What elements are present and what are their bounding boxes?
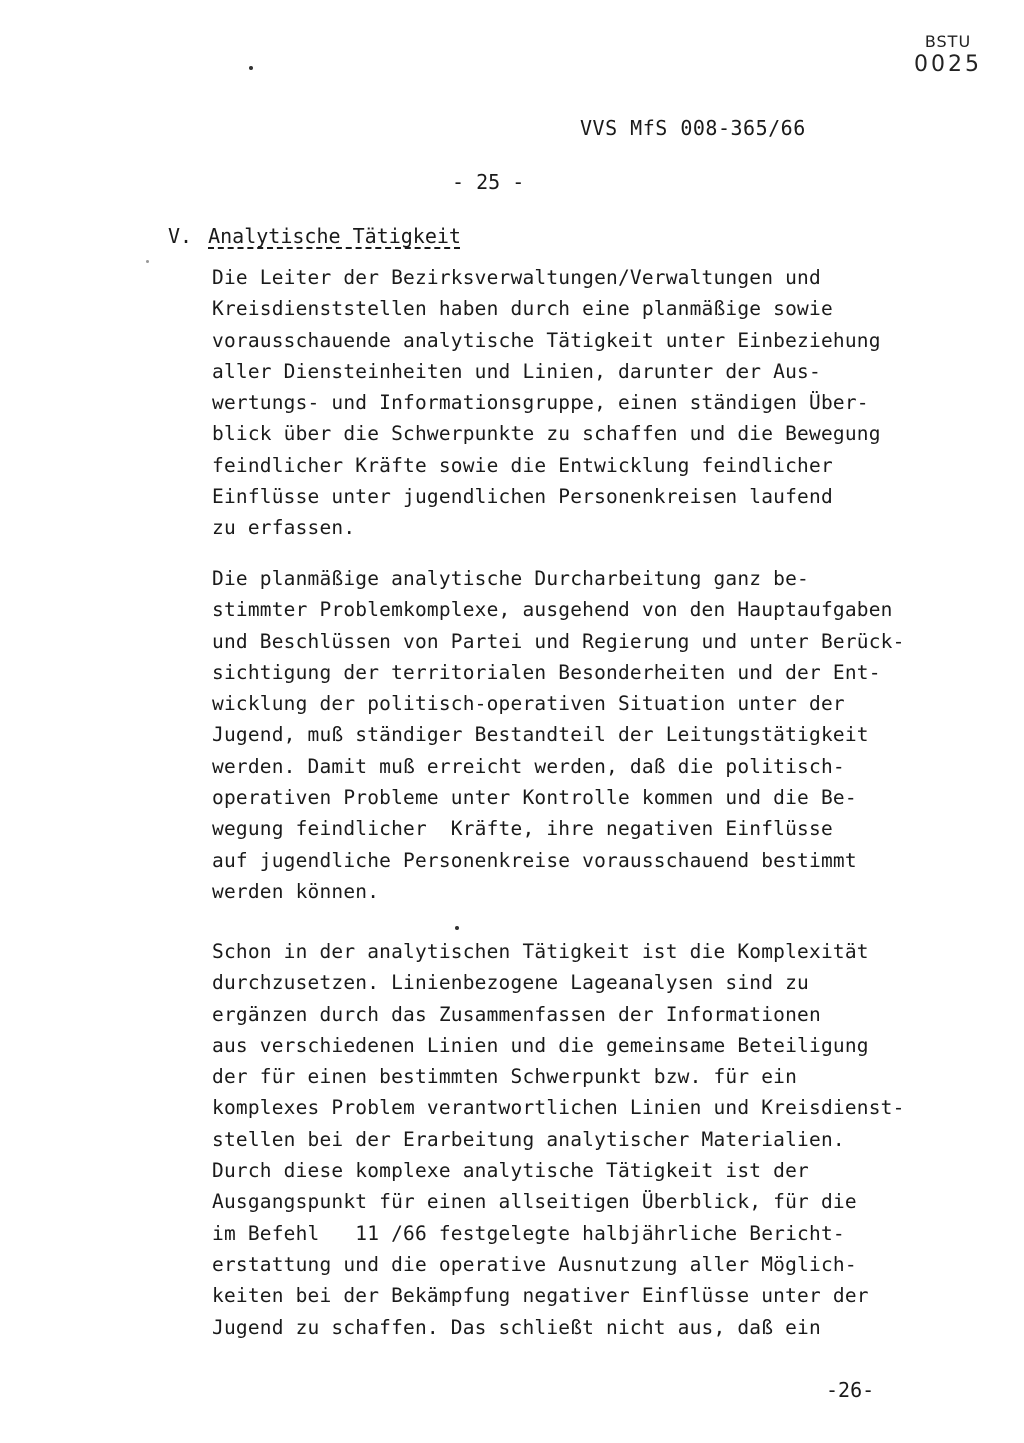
text-line: der für einen bestimmten Schwerpunkt bzw. für ein bbox=[212, 1065, 798, 1089]
text-line: feindlicher Kräfte sowie die Entwicklung feindlicher bbox=[212, 453, 833, 477]
text-line: stimmter Problemkomplexe, ausgehend von den Hauptaufgaben bbox=[212, 598, 893, 622]
text-line: stellen bei der Erarbeitung analytischer Materialien. bbox=[212, 1127, 845, 1151]
text-line: Schon in der analytischen Tätigkeit ist die Komplexität bbox=[212, 940, 869, 963]
scan-speck bbox=[249, 66, 253, 70]
text-line: Ausgangspunkt für einen allseitigen Überblick, für die bbox=[212, 1190, 857, 1214]
paragraph bbox=[212, 936, 972, 1343]
archive-page-number: 0025 bbox=[914, 52, 982, 77]
text-line: operativen Probleme unter Kontrolle kommen und die Be- bbox=[212, 786, 857, 810]
text-line: wertungs- und Informationsgruppe, einen ständigen Über- bbox=[212, 391, 869, 415]
text-line: komplexes Problem verantwortlichen Linien und Kreisdienst- bbox=[212, 1096, 905, 1120]
text-line: werden können. bbox=[212, 879, 380, 903]
scan-speck bbox=[455, 926, 459, 930]
section-heading bbox=[168, 224, 461, 248]
document-reference: VVS MfS 008-365/66 bbox=[580, 116, 806, 140]
scan-speck bbox=[146, 260, 149, 263]
text-line: werden. Damit muß erreicht werden, daß die politisch- bbox=[212, 754, 845, 778]
paragraph bbox=[212, 262, 972, 544]
section-title: Analytische Tätigkeit bbox=[208, 224, 461, 248]
text-line: im Befehl 11 /66 festgelegte halbjährliche Bericht- bbox=[212, 1221, 845, 1245]
text-line: Jugend zu schaffen. Das schließt nicht aus, daß ein bbox=[212, 1315, 821, 1339]
section-number: V. bbox=[168, 224, 193, 248]
text-line: Die Leiter der Bezirksverwaltungen/Verwaltungen und bbox=[212, 266, 821, 289]
text-line: Die planmäßige analytische Durcharbeitung ganz be- bbox=[212, 567, 809, 590]
text-line: wegung feindlicher Kräfte, ihre negativen Einflüsse bbox=[212, 817, 833, 841]
text-line: wicklung der politisch-operativen Situation unter der bbox=[212, 692, 845, 716]
text-line: und Beschlüssen von Partei und Regierung und unter Berück- bbox=[212, 629, 905, 653]
text-line: erstattung und die operative Ausnutzung aller Möglich- bbox=[212, 1252, 857, 1276]
text-line: auf jugendliche Personenkreise vorausschauend bestimmt bbox=[212, 848, 857, 872]
next-page-marker: -26- bbox=[826, 1378, 875, 1402]
text-line: blick über die Schwerpunkte zu schaffen und die Bewegung bbox=[212, 422, 881, 446]
text-line: sichtigung der territorialen Besonderheiten und der Ent- bbox=[212, 660, 881, 684]
text-line: vorausschauende analytische Tätigkeit unter Einbeziehung bbox=[212, 328, 881, 352]
text-line: durchzusetzen. Linienbezogene Lageanalysen sind zu bbox=[212, 971, 809, 995]
text-line: zu erfassen. bbox=[212, 516, 356, 540]
text-line: Durch diese komplexe analytische Tätigkeit ist der bbox=[212, 1159, 809, 1183]
text-line: Jugend, muß ständiger Bestandteil der Leitungstätigkeit bbox=[212, 723, 869, 747]
paragraph bbox=[212, 563, 972, 907]
text-line: Kreisdienststellen haben durch eine planmäßige sowie bbox=[212, 297, 833, 321]
text-line: ergänzen durch das Zusammenfassen der Informationen bbox=[212, 1002, 821, 1026]
text-line: Einflüsse unter jugendlichen Personenkreisen laufend bbox=[212, 485, 833, 509]
text-line: keiten bei der Bekämpfung negativer Einflüsse unter der bbox=[212, 1284, 869, 1308]
archive-stamp bbox=[908, 34, 988, 76]
page-number: - 25 - bbox=[452, 170, 525, 194]
text-line: aller Diensteinheiten und Linien, darunter der Aus- bbox=[212, 359, 821, 383]
archive-stamp-label: BSTU bbox=[924, 32, 972, 51]
text-line: aus verschiedenen Linien und die gemeinsame Beteiligung bbox=[212, 1033, 869, 1057]
